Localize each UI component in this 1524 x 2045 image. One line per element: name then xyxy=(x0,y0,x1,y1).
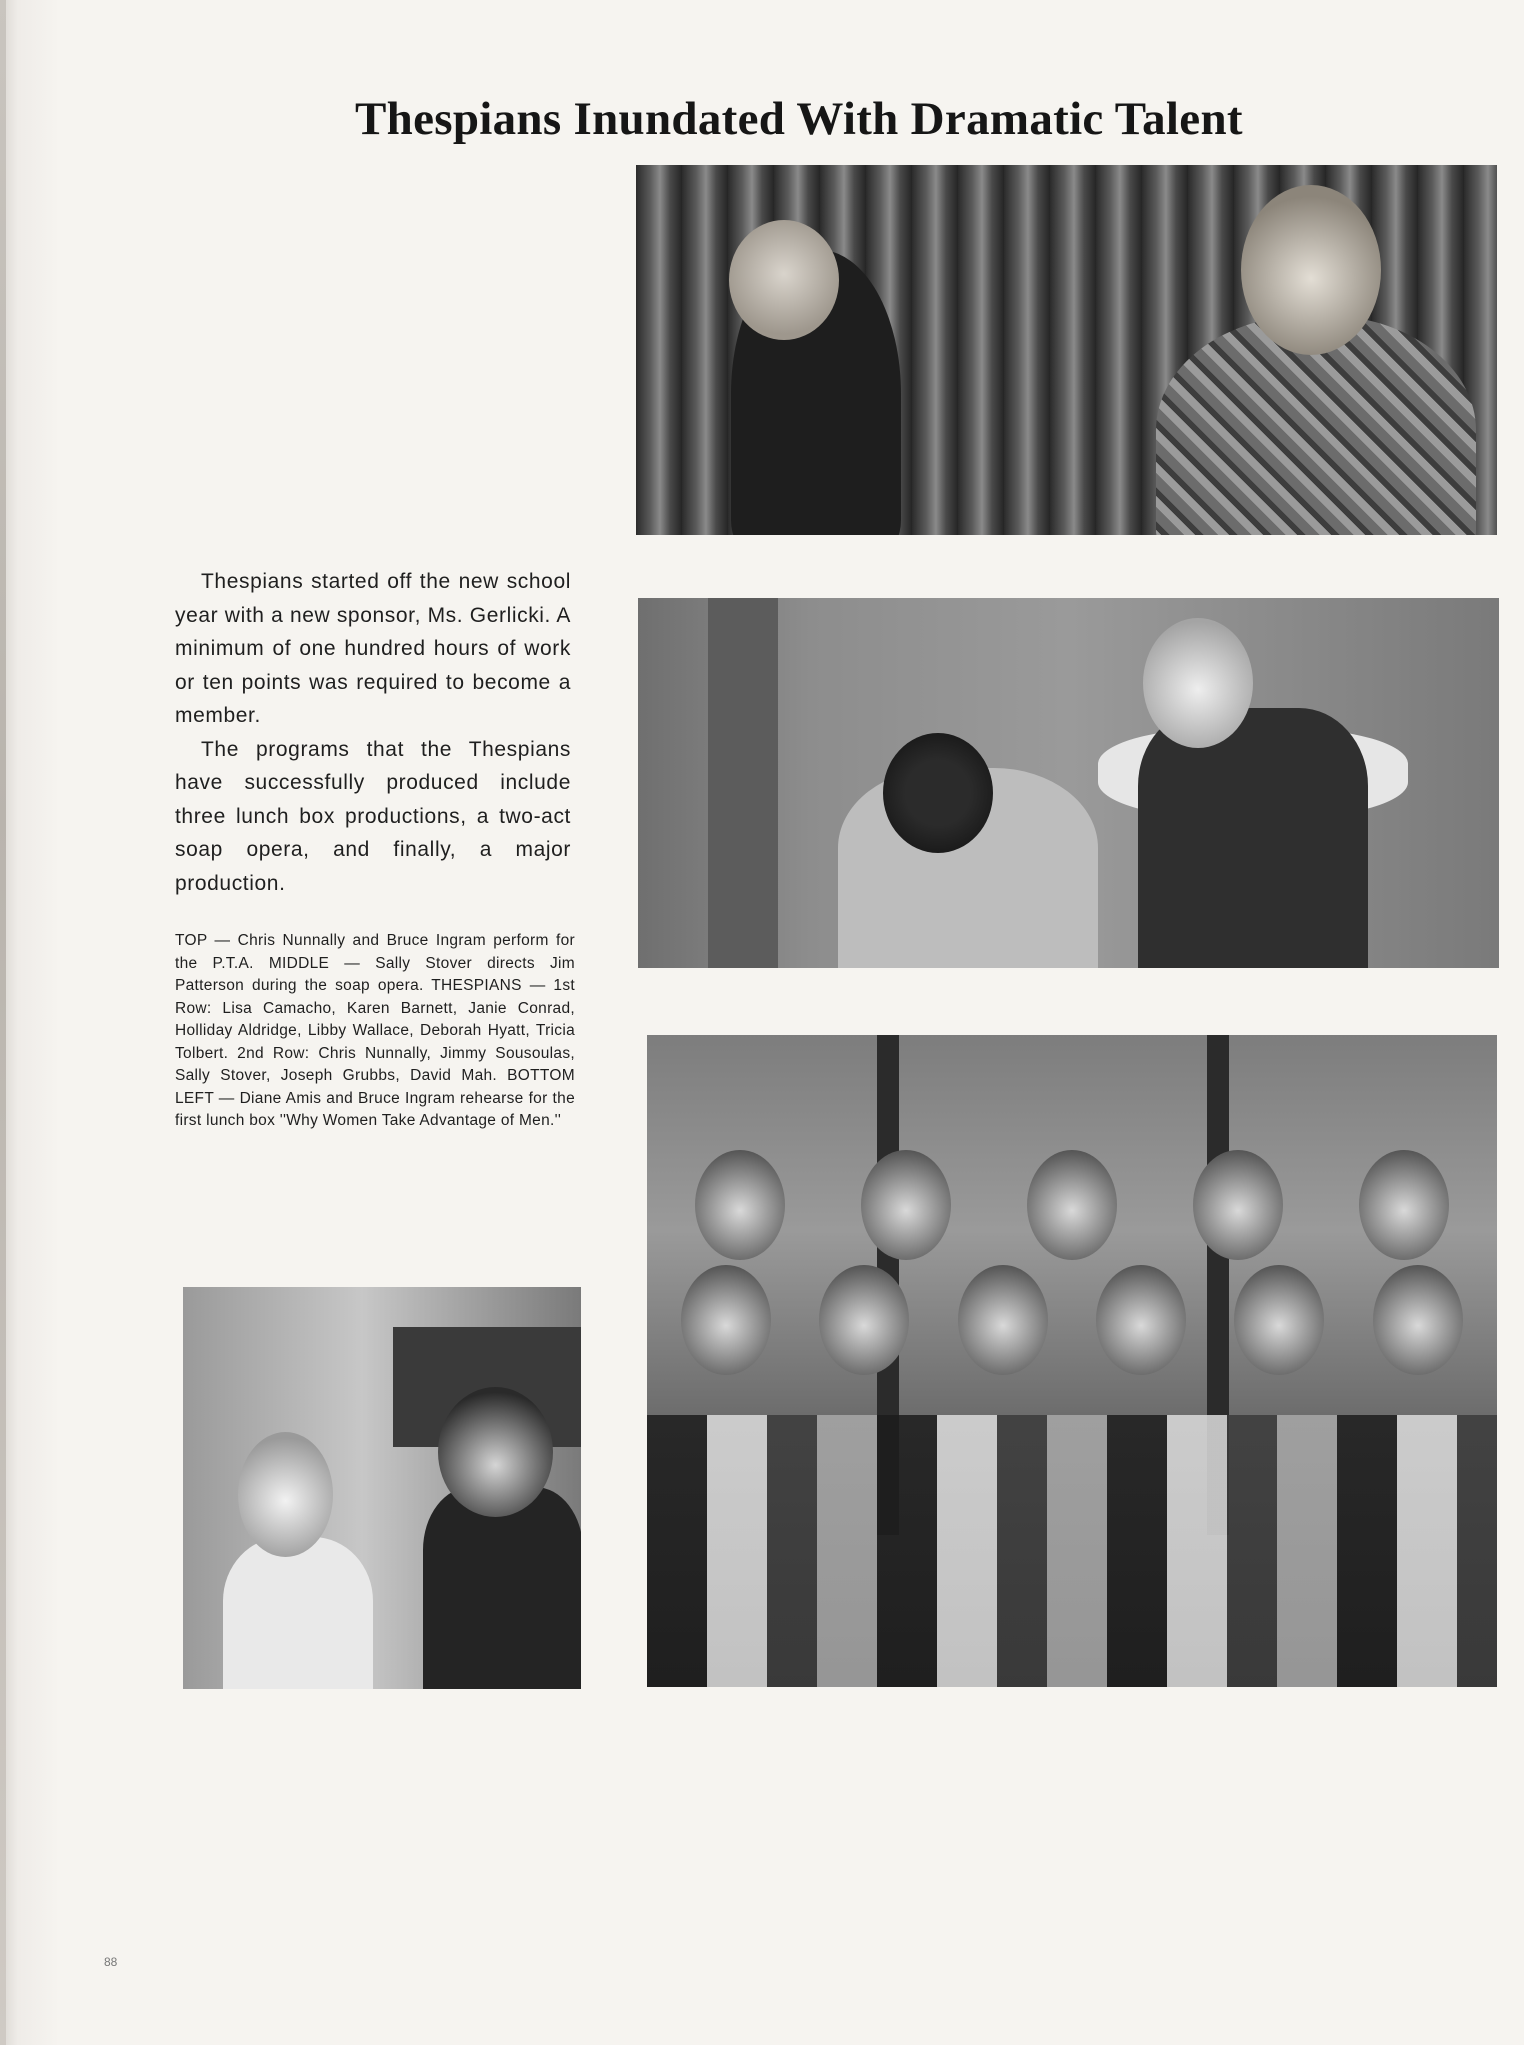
article-paragraph-1: Thespians started off the new school year with a new sponsor, Ms. Gerlicki. A minimum of one hundred hours of work or ten points was required to become a member. xyxy=(175,570,571,727)
group-member-head xyxy=(861,1150,951,1260)
group-member-head xyxy=(681,1265,771,1375)
group-front-row xyxy=(657,1265,1487,1375)
performer-left-head xyxy=(729,220,839,340)
rehearsal-person-left-head xyxy=(238,1432,333,1557)
rehearsal-person-right xyxy=(423,1487,581,1689)
standing-person-head xyxy=(1143,618,1253,748)
group-member-head xyxy=(1359,1150,1449,1260)
seated-person-head xyxy=(883,733,993,853)
page-number: 88 xyxy=(104,1955,118,1969)
photo-caption: TOP — Chris Nunnally and Bruce Ingram perform for the P.T.A. MIDDLE — Sally Stover directs Jim Patterson during the soap opera. THESPIANS — 1st Row: Lisa Camacho, Karen Barnett, Janie Conrad, Holliday Aldridge, Libby Wallace, Deborah Hyatt, Tricia Tolbert. 2nd Row: Chris Nunnally, Jimmy Sousoulas, Sally Stover, Joseph Grubbs, David Mah. BOTTOM LEFT — Diane Amis and Bruce Ingram rehearse for the first lunch box ''Why Women Take Advantage of Men.'' xyxy=(175,932,575,1129)
group-member-head xyxy=(819,1265,909,1375)
standing-person xyxy=(1138,708,1368,968)
article-paragraph-2: The programs that the Thespians have successfully produced include three lunch box productions, a two-act soap opera, and finally, a major production. xyxy=(175,737,571,895)
photo-bottom-left-rehearsal xyxy=(183,1287,581,1689)
rehearsal-person-left xyxy=(223,1537,373,1689)
group-member-head xyxy=(958,1265,1048,1375)
group-back-row xyxy=(657,1150,1487,1260)
page-spine xyxy=(0,0,6,2045)
group-member-head xyxy=(1096,1265,1186,1375)
page-title: Thespians Inundated With Dramatic Talent xyxy=(355,93,1243,145)
rehearsal-person-right-head xyxy=(438,1387,553,1517)
group-member-head xyxy=(1234,1265,1324,1375)
performer-right-head xyxy=(1241,185,1381,355)
photo-thespians-group xyxy=(647,1035,1497,1687)
group-seated-bodies xyxy=(647,1415,1497,1687)
article-body xyxy=(175,565,571,900)
photo-middle-soap-opera xyxy=(638,598,1499,968)
group-member-head xyxy=(695,1150,785,1260)
group-member-head xyxy=(1193,1150,1283,1260)
door-frame xyxy=(708,598,778,968)
group-member-head xyxy=(1373,1265,1463,1375)
photo-top-stage-performance xyxy=(636,165,1497,535)
group-member-head xyxy=(1027,1150,1117,1260)
